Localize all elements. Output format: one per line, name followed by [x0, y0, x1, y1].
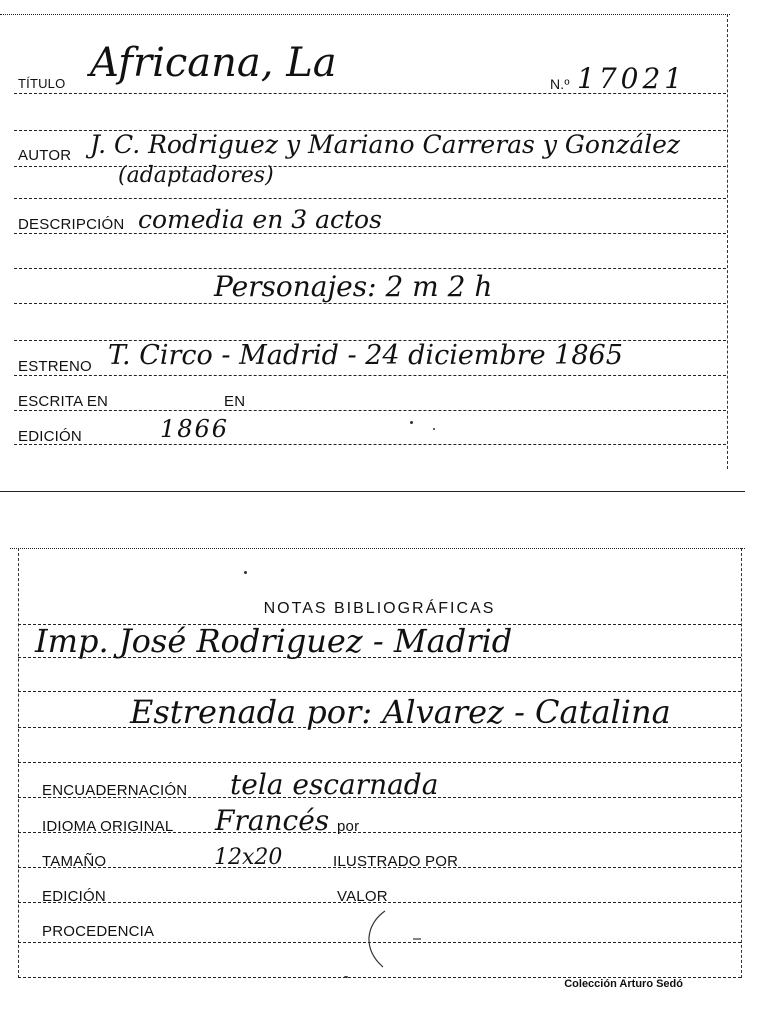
ink-speck	[433, 428, 435, 430]
encuadernacion-label: ENCUADERNACIÓN	[42, 782, 188, 799]
en-label: EN	[224, 393, 246, 410]
descripcion-value: comedia en 3 actos	[138, 205, 382, 234]
notas-heading: NOTAS BIBLIOGRÁFICAS	[263, 600, 496, 617]
titulo-label: TÍTULO	[18, 76, 66, 91]
procedencia-label: PROCEDENCIA	[42, 923, 155, 940]
autor-note: (adaptadores)	[118, 163, 274, 188]
ink-speck	[344, 976, 348, 978]
autor-value: J. C. Rodriguez y Mariano Carreras y González	[90, 130, 681, 159]
edicion-value: 1866	[160, 415, 230, 443]
rule-line	[14, 410, 726, 411]
tamano-label: TAMAÑO	[42, 853, 107, 870]
numero-label: N.º	[550, 76, 570, 92]
rule-line	[18, 762, 741, 763]
tamano-value: 12x20	[214, 845, 283, 870]
estreno-label: ESTRENO	[18, 358, 92, 375]
rule-line	[14, 268, 726, 269]
ilustrado-label: ILUSTRADO POR	[333, 853, 459, 870]
descripcion-label: DESCRIPCIÓN	[18, 216, 125, 233]
card-bottom-edge	[0, 491, 745, 492]
personajes-value: Personajes: 2 m 2 h	[214, 270, 493, 303]
idioma-label: IDIOMA ORIGINAL	[42, 818, 174, 835]
estreno-value: T. Circo - Madrid - 24 diciembre 1865	[108, 340, 623, 371]
ink-speck	[244, 571, 247, 574]
rule-line	[18, 691, 741, 692]
rule-line	[14, 444, 726, 445]
rule-line	[14, 375, 726, 376]
catalog-card-front	[0, 0, 759, 492]
valor-label: VALOR	[337, 888, 388, 905]
edicion-label-back: EDICIÓN	[42, 888, 106, 905]
idioma-value: Francés	[215, 804, 330, 837]
escrita-en-label: ESCRITA EN	[18, 393, 109, 410]
numero-value: 17021	[577, 62, 687, 95]
ink-speck	[410, 421, 413, 424]
collection-footer: Colección Arturo Sedó	[564, 978, 683, 990]
por-label: por	[337, 818, 360, 835]
card-top-edge	[0, 14, 730, 15]
titulo-value: Africana, La	[90, 40, 337, 86]
edicion-label: EDICIÓN	[18, 428, 82, 445]
autor-label: AUTOR	[18, 147, 72, 164]
rule-line	[14, 198, 726, 199]
note-line-1: Imp. José Rodriguez - Madrid	[35, 622, 513, 660]
encuadernacion-value: tela escarnada	[230, 768, 439, 801]
pencil-mark	[355, 905, 425, 975]
card-right-edge	[727, 14, 728, 469]
note-line-2: Estrenada por: Alvarez - Catalina	[130, 693, 671, 731]
card-top-edge	[10, 548, 745, 549]
rule-line	[14, 303, 726, 304]
